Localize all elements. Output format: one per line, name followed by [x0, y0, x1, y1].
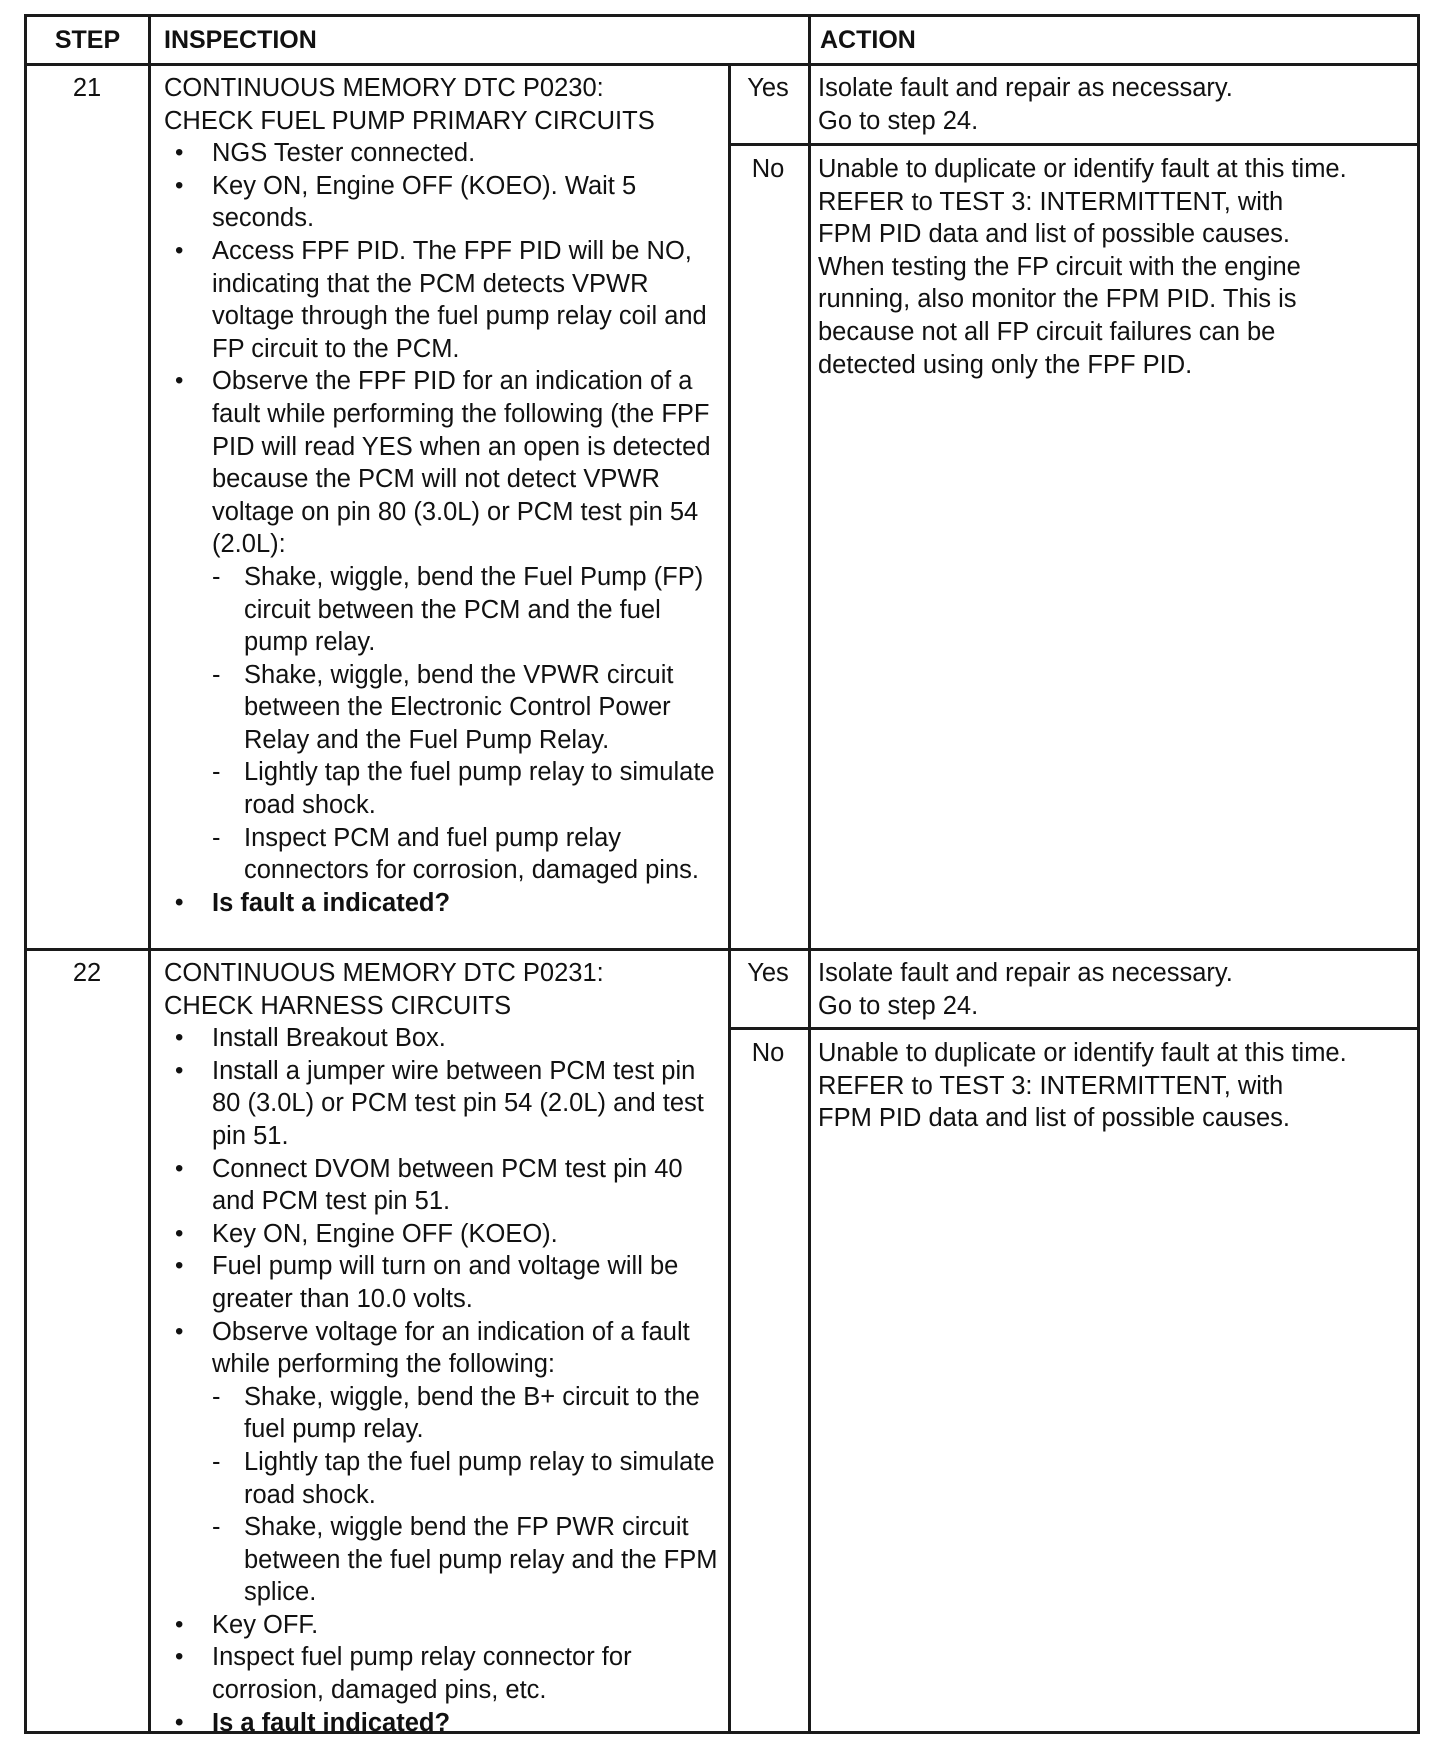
action-line: Go to step 24. [818, 991, 979, 1020]
action-line: Go to step 24. [818, 106, 979, 135]
answer-column-rule [728, 63, 731, 1734]
inspection-item: • Access FPF PID. The FPF PID will be NO, indicating that the PCM detects VPWR voltage through the fuel pump relay coil and FP circuit to the PCM. [164, 235, 724, 365]
inspection-subitem: - Shake, wiggle bend the FP PWR circuit between the fuel pump relay and the FPM splice. [164, 1511, 724, 1609]
table-border-top [24, 14, 1420, 17]
action-column-rule [808, 14, 811, 1734]
header-action: ACTION [820, 26, 916, 54]
step-title-line: CHECK FUEL PUMP PRIMARY CIRCUITS [164, 106, 655, 135]
step-number: 22 [72, 959, 102, 987]
no-label: No [751, 1039, 785, 1067]
inspection-question: • Is fault a indicated? [164, 887, 724, 920]
yes-label: Yes [747, 959, 789, 987]
inspection-item: • Observe the FPF PID for an indication of a fault while performing the following (the FPF PID will read YES when an open is detected because the PCM will not detect VPWR voltage on pin 80 (3.0L) or PCM test pin 54 (2.0L): [164, 365, 724, 561]
action-line: because not all FP circuit failures can be [818, 317, 1276, 346]
action-line: REFER to TEST 3: INTERMITTENT, with [818, 187, 1284, 216]
step-title-line: CHECK HARNESS CIRCUITS [164, 991, 512, 1020]
action-line: Isolate fault and repair as necessary. [818, 74, 1233, 102]
inspection-item: • Key OFF. [164, 1609, 724, 1642]
inspection-list [164, 137, 724, 919]
no-action [818, 1037, 1347, 1135]
yes-no-rule-22 [728, 1027, 1420, 1030]
no-label: No [751, 155, 785, 183]
header-rule [24, 63, 1420, 66]
row-rule [24, 948, 1420, 951]
inspection-subitem: - Inspect PCM and fuel pump relay connectors for corrosion, damaged pins. [164, 822, 724, 887]
inspection-item: • Key ON, Engine OFF (KOEO). Wait 5 seconds. [164, 170, 724, 235]
step-21-inspection [164, 72, 724, 919]
yes-action [818, 957, 1233, 1022]
inspection-subitem: - Lightly tap the fuel pump relay to simulate road shock. [164, 1446, 724, 1511]
action-line: When testing the FP circuit with the engine [818, 252, 1301, 281]
inspection-item: • Install Breakout Box. [164, 1022, 724, 1055]
step-22-inspection [164, 957, 724, 1739]
inspection-subitem: - Shake, wiggle, bend the Fuel Pump (FP) circuit between the PCM and the fuel pump relay. [164, 561, 724, 659]
inspection-list [164, 1022, 724, 1739]
inspection-question: • Is a fault indicated? [164, 1707, 724, 1740]
header-inspection: INSPECTION [164, 26, 317, 54]
yes-no-rule-21 [728, 143, 1420, 146]
table-border-left [24, 14, 27, 1734]
inspection-subitem: - Shake, wiggle, bend the B+ circuit to the fuel pump relay. [164, 1381, 724, 1446]
inspection-item: • NGS Tester connected. [164, 137, 724, 170]
action-line: Unable to duplicate or identify fault at this time. [818, 1039, 1347, 1067]
inspection-item: • Observe voltage for an indication of a fault while performing the following: [164, 1316, 724, 1381]
action-line: FPM PID data and list of possible causes. [818, 220, 1290, 249]
step-number: 21 [72, 74, 102, 102]
action-line: Isolate fault and repair as necessary. [818, 959, 1233, 987]
action-line: detected using only the FPF PID. [818, 350, 1193, 379]
inspection-item: • Key ON, Engine OFF (KOEO). [164, 1218, 724, 1251]
yes-label: Yes [747, 74, 789, 102]
no-action [818, 153, 1347, 381]
step-title-line: CONTINUOUS MEMORY DTC P0231: [164, 959, 604, 987]
action-line: running, also monitor the FPM PID. This is [818, 285, 1297, 314]
step-title-line: CONTINUOUS MEMORY DTC P0230: [164, 74, 604, 102]
action-line: Unable to duplicate or identify fault at this time. [818, 155, 1347, 183]
inspection-subitem: - Shake, wiggle, bend the VPWR circuit between the Electronic Control Power Relay and the Fuel Pump Relay. [164, 659, 724, 757]
table-border-right [1417, 14, 1420, 1734]
inspection-item: • Inspect fuel pump relay connector for corrosion, damaged pins, etc. [164, 1641, 724, 1706]
step-column-rule [148, 14, 151, 1734]
header-step: STEP [54, 26, 121, 54]
action-line: REFER to TEST 3: INTERMITTENT, with [818, 1071, 1284, 1100]
inspection-item: • Install a jumper wire between PCM test pin 80 (3.0L) or PCM test pin 54 (2.0L) and test pin 51. [164, 1055, 724, 1153]
inspection-item: • Fuel pump will turn on and voltage will be greater than 10.0 volts. [164, 1250, 724, 1315]
inspection-subitem: - Lightly tap the fuel pump relay to simulate road shock. [164, 756, 724, 821]
action-line: FPM PID data and list of possible causes. [818, 1104, 1290, 1133]
yes-action [818, 72, 1233, 137]
inspection-item: • Connect DVOM between PCM test pin 40 and PCM test pin 51. [164, 1153, 724, 1218]
